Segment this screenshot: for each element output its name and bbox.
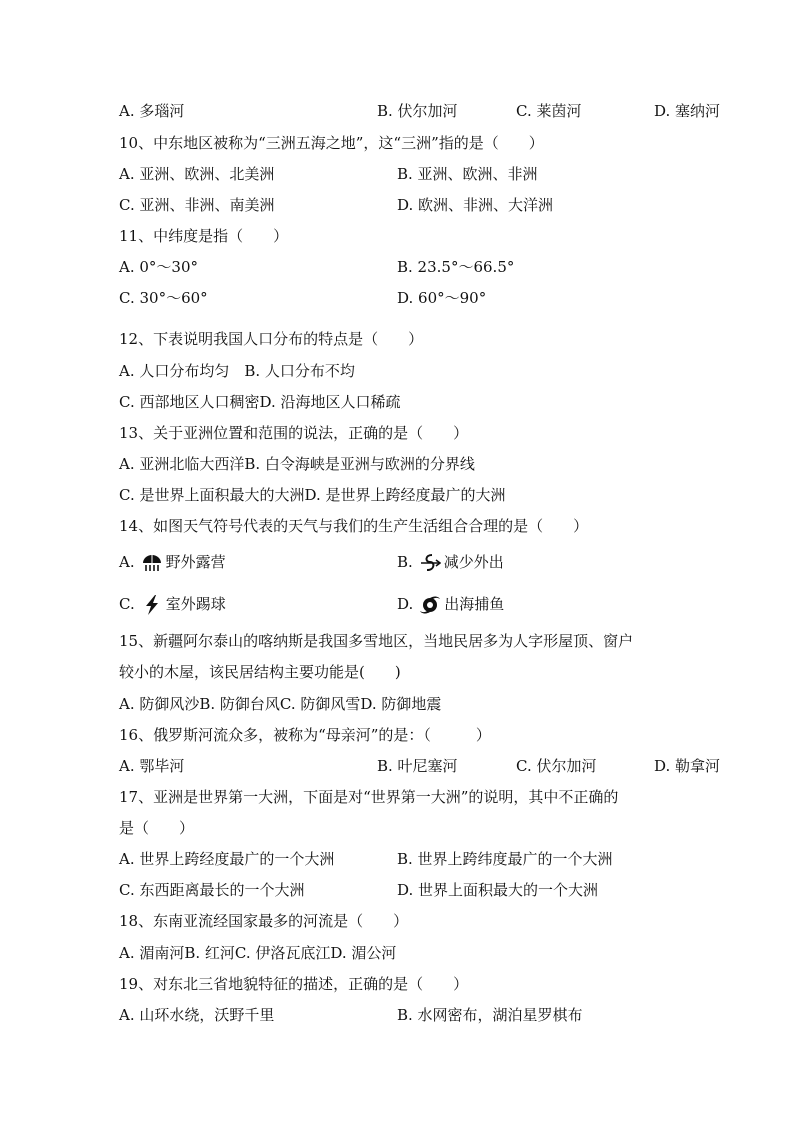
q14-option-a-text: 野外露营	[165, 553, 226, 571]
q14-option-d	[397, 594, 504, 616]
q9-options-row	[119, 101, 721, 121]
q14-stem: 14、如图天气符号代表的天气与我们的生产生活组合合理的是（ ）	[119, 517, 589, 535]
q17-stem-line-2: 是（ ）	[119, 819, 195, 837]
q10-option-c: C. 亚洲、非洲、南美洲	[119, 196, 275, 214]
q17-option-d: D. 世界上面积最大的一个大洲	[397, 881, 599, 899]
q18-options-line: A. 湄南河B. 红河C. 伊洛瓦底江D. 湄公河	[119, 944, 397, 962]
q16-option-c: C. 伏尔加河	[516, 757, 597, 775]
q12-options-line-1: A. 人口分布均匀 B. 人口分布不均	[119, 362, 355, 380]
q9-option-a: A. 多瑙河	[119, 102, 185, 120]
q14-option-b	[397, 552, 504, 574]
q18-stem: 18、东南亚流经国家最多的河流是（ ）	[119, 912, 409, 930]
q11-option-d: D. 60°～90°	[397, 289, 487, 307]
q13-options-line-2: C. 是世界上面积最大的大洲D. 是世界上跨经度最广的大洲	[119, 486, 506, 504]
q14-option-d-letter: D.	[397, 595, 414, 613]
q14-option-b-letter: B.	[397, 553, 413, 571]
q16-options-row	[119, 756, 721, 776]
q16-option-d: D. 勒拿河	[654, 757, 721, 775]
rain-shower-icon	[141, 552, 163, 574]
q11-option-b: B. 23.5°～66.5°	[397, 258, 515, 276]
q19-stem: 19、对东北三省地貌特征的描述，正确的是（ ）	[119, 975, 469, 993]
q16-stem: 16、俄罗斯河流众多，被称为“母亲河”的是：（ ）	[119, 726, 491, 744]
q13-stem: 13、关于亚洲位置和范围的说法，正确的是（ ）	[119, 424, 469, 442]
q14-option-a	[119, 553, 226, 571]
q17-option-b: B. 世界上跨纬度最广的一个大洲	[397, 850, 613, 868]
q11-options-row-2	[119, 288, 487, 308]
q19-option-b: B. 水网密布，湖泊星罗棋布	[397, 1006, 583, 1024]
q19-option-a: A. 山环水绕，沃野千里	[119, 1006, 275, 1024]
q19-options-row	[119, 1005, 583, 1025]
q10-options-row-2	[119, 195, 554, 215]
q15-stem-line-2: 较小的木屋，该民居结构主要功能是( )	[119, 663, 401, 681]
q14-option-a-letter: A.	[119, 553, 135, 571]
q17-options-row-1	[119, 849, 613, 869]
q10-option-a: A. 亚洲、欧洲、北美洲	[119, 165, 275, 183]
q14-option-c	[119, 595, 226, 613]
q9-option-c: C. 莱茵河	[516, 102, 582, 120]
sandstorm-icon	[419, 552, 441, 574]
q12-options-line-2: C. 西部地区人口稠密D. 沿海地区人口稀疏	[119, 393, 401, 411]
q10-option-b: B. 亚洲、欧洲、非洲	[397, 165, 538, 183]
q14-option-c-letter: C.	[119, 595, 135, 613]
q14-option-c-text: 室外踢球	[165, 595, 226, 613]
q13-options-line-1: A. 亚洲北临大西洋B. 白令海峡是亚洲与欧洲的分界线	[119, 455, 475, 473]
thunder-icon	[141, 594, 163, 616]
q17-option-c: C. 东西距离最长的一个大洲	[119, 881, 305, 899]
q16-option-b: B. 叶尼塞河	[377, 757, 458, 775]
q11-stem: 11、中纬度是指（ ）	[119, 227, 289, 245]
q16-option-a: A. 鄂毕河	[119, 757, 185, 775]
q17-options-row-2	[119, 880, 599, 900]
q17-stem-line-1: 17、亚洲是世界第一大洲，下面是对“世界第一大洲”的说明，其中不正确的	[119, 788, 619, 806]
q14-option-d-text: 出海捕鱼	[444, 595, 505, 613]
q11-options-row-1	[119, 257, 515, 277]
q15-stem-line-1: 15、新疆阿尔泰山的喀纳斯是我国多雪地区，当地民居多为人字形屋顶、窗户	[119, 632, 634, 650]
typhoon-icon	[419, 594, 441, 616]
q17-option-a: A. 世界上跨经度最广的一个大洲	[119, 850, 335, 868]
q10-option-d: D. 欧洲、非洲、大洋洲	[397, 196, 554, 214]
q9-option-d: D. 塞纳河	[654, 102, 721, 120]
q10-stem: 10、中东地区被称为“三洲五海之地”，这“三洲”指的是（ ）	[119, 134, 544, 152]
q14-options-row-1	[119, 552, 504, 574]
q15-options-line: A. 防御风沙B. 防御台风C. 防御风雪D. 防御地震	[119, 695, 442, 713]
q14-option-b-text: 减少外出	[443, 553, 504, 571]
q10-options-row-1	[119, 164, 538, 184]
q9-option-b: B. 伏尔加河	[377, 102, 458, 120]
q12-stem: 12、下表说明我国人口分布的特点是（ ）	[119, 330, 424, 348]
q14-options-row-2	[119, 594, 505, 616]
q11-option-c: C. 30°～60°	[119, 289, 208, 307]
q11-option-a: A. 0°～30°	[119, 258, 198, 276]
